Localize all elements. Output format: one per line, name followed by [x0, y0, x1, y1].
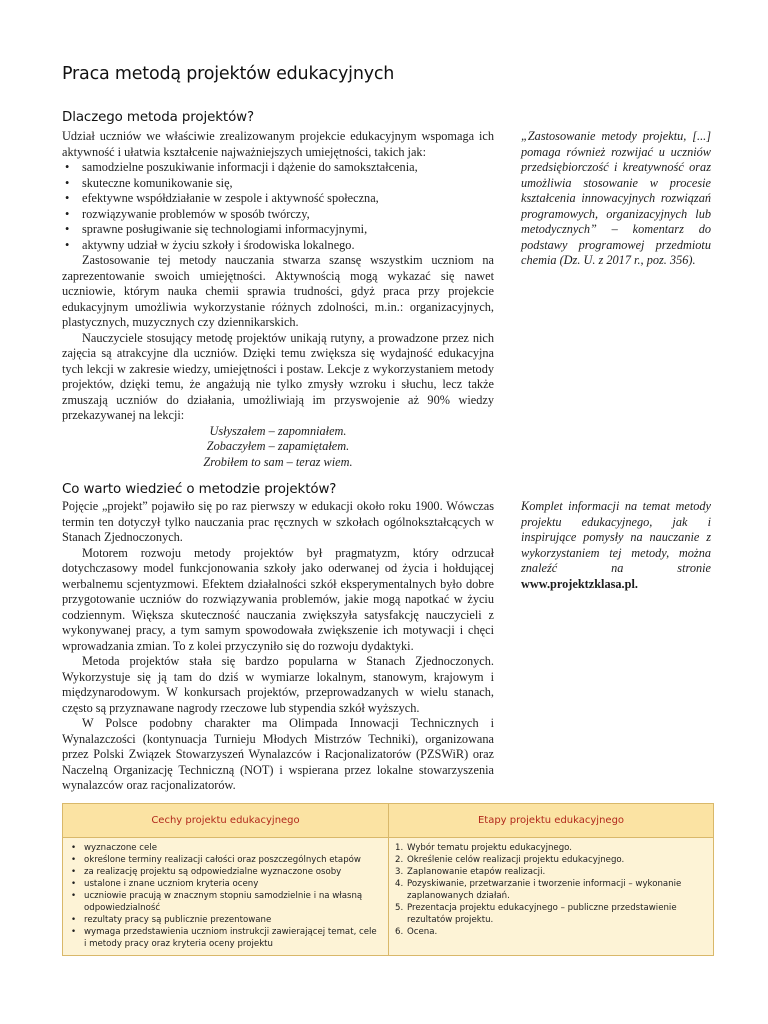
list-item	[62, 176, 494, 192]
table-cell-features	[71, 842, 381, 950]
bullet-icon: •	[71, 879, 77, 889]
paragraph: Motorem rozwoju metody projektów był pragmatyzm, który odrzucał dotychczasowy model funkcjonowania szkoły jako oderwanej od życia i hołdującej werbalnemu scjentyzmowi. Efektem działalności szkół eksperymentalnych było dobre przygotowanie uczniów do rozwiązywania problemów, jakie mogą napotkać w życiu codziennym. Większa skuteczność nauczania zwiększyła satysfakcję nauczycieli z wykonywanej pracy, a tym samym spowodowała zwiększenie ich motywacji i chęci wprowadzania zmian. To z kolei przyczyniło się do rozwoju dydaktyki.	[62, 545, 494, 653]
list-item-text: aktywny udział w życiu szkoły i środowiska lokalnego.	[82, 237, 355, 252]
table-item-text: Pozyskiwanie, przetwarzanie i tworzenie informacji – wykonanie zaplanowanych działań.	[407, 879, 682, 901]
step-number: 4.	[395, 879, 404, 889]
list-item-text: rozwiązywanie problemów w sposób twórczy,	[82, 206, 310, 221]
table-header-features: Cechy projektu edukacyjnego	[63, 804, 388, 838]
motto-line: Zrobiłem to sam – teraz wiem.	[203, 454, 353, 469]
intro-paragraph: Udział uczniów we właściwie zrealizowanym projekcie edukacyjnym wspomaga ich aktywność i ułatwia kształcenie najważniejszych umiejętności, takich jak:	[62, 129, 494, 159]
table-list-item	[71, 842, 381, 854]
skills-list	[62, 160, 494, 253]
list-item-text: samodzielne poszukiwanie informacji i dążenie do samokształcenia,	[82, 160, 418, 174]
list-item-text: efektywne współdziałanie w zespole i aktywność społeczna,	[82, 191, 379, 205]
sidenote-quote	[521, 129, 711, 269]
table-item-text: Prezentacja projektu edukacyjnego – publiczne przedstawienie rezultatów projektu.	[407, 903, 677, 925]
list-item	[62, 191, 494, 207]
bullet-icon: •	[65, 206, 70, 221]
paragraph: W Polsce podobny charakter ma Olimpada Innowacji Technicznych i Wynalazczości (kontynuacja Turnieju Młodych Mistrzów Techniki), organizowana przez Polski Związek Stowarzyszeń Wynalazców i Racjonalizatorów (PZSWiR) oraz Naczelną Organizację Techniczną (NOT) i wspierana przez lokalne stowarzyszenia wynalazców oraz racjonalizatorów.	[62, 716, 494, 792]
table-item-text: Wybór tematu projektu edukacyjnego.	[407, 843, 573, 853]
list-item	[62, 238, 494, 254]
sidenote-body: Komplet informacji na temat metody projektu edukacyjnego, jak i inspirujące pomysły na nauczanie z wykorzystaniem tej metody, można znaleźć na stronie	[521, 499, 711, 575]
section-what-body	[62, 499, 494, 794]
list-item	[62, 222, 494, 238]
sidenote-period: .	[634, 576, 638, 591]
table-item-text: uczniowie pracują w znacznym stopniu samodzielnie i na własną odpowiedzialność	[84, 891, 363, 913]
section-heading-why: Dlaczego metoda projektów?	[62, 110, 255, 125]
table-item-text: za realizację projektu są odpowiedzialne wyznaczone osoby	[84, 867, 342, 877]
section-heading-what: Co warto wiedzieć o metodzie projektów?	[62, 482, 337, 497]
paragraph: Metoda projektów stała się bardzo popularna w Stanach Zjednoczonych. Wykorzystuje się ją tam do dziś w wymiarze lokalnym, stanowym, krajowym i międzynarodowym. W konkursach projektów, przeprowadzanych w wielu stanach, często są przyznawane nagrody rzeczowe lub stypendia szkół wyższych.	[62, 654, 494, 715]
section-why-body	[62, 129, 494, 470]
list-item-text: skuteczne komunikowanie się,	[82, 175, 233, 190]
bullet-icon: •	[71, 867, 77, 877]
list-item	[62, 207, 494, 223]
table-cell-stages	[395, 842, 707, 938]
table-item-text: Określenie celów realizacji projektu edukacyjnego.	[407, 855, 625, 865]
table-list-item	[395, 878, 707, 902]
table-list-item	[71, 854, 381, 866]
bullet-icon: •	[65, 222, 70, 236]
step-number: 5.	[395, 903, 404, 913]
table-list-item	[395, 842, 707, 854]
table-item-text: Ocena.	[407, 927, 438, 937]
table-item-text: rezultaty pracy są publicznie prezentowane	[84, 915, 272, 925]
step-number: 2.	[395, 855, 404, 865]
table-item-text: ustalone i znane uczniom kryteria oceny	[84, 879, 259, 889]
bullet-icon: •	[65, 175, 70, 190]
website-link[interactable]: www.projektzklasa.pl	[521, 576, 635, 591]
table-list-item	[395, 926, 707, 938]
page-title: Praca metodą projektów edukacyjnych	[62, 64, 395, 84]
step-number: 3.	[395, 867, 404, 877]
sidenote-text: „Zastosowanie metody projektu, [...] pomaga również rozwijać u uczniów przedsiębiorczość i kreatywność oraz umożliwia stosowanie w procesie kształcenia innowacyjnych rozwiązań programowych, organizacyjnych lub metodycznych” – komentarz do podstawy programowej przedmiotu chemia (Dz. U. z 2017 r., poz. 356).	[521, 129, 711, 267]
table-item-text: Zaplanowanie etapów realizacji.	[407, 867, 546, 877]
list-item-text: sprawne posługiwanie się technologiami informacyjnymi,	[82, 222, 368, 236]
table-list-item	[71, 914, 381, 926]
table-item-text: wyznaczone cele	[84, 843, 157, 853]
list-item	[62, 160, 494, 176]
paragraph: Nauczyciele stosujący metodę projektów unikają rutyny, a prowadzone przez nich zajęcia są atrakcyjne dla uczniów. Dzięki temu zwiększa się wydajność edukacyjna tych lekcji w zakresie wiedzy, umiejętności i postaw. Lekcje z wykorzystaniem metody projektów, dzięki temu, że angażują nie tylko zmysły wzroku i słuchu, lecz także zmuszają uczniów do działania, umożliwiają im przyswojenie aż 90% wiedzy przekazywanej na lekcji:	[62, 330, 494, 422]
motto-line: Usłyszałem – zapomniałem.	[209, 423, 347, 438]
project-table	[62, 803, 714, 956]
table-header-stages: Etapy projektu edukacyjnego	[389, 804, 713, 838]
table-list-item	[395, 854, 707, 866]
table-list-item	[395, 902, 707, 926]
paragraph: Zastosowanie tej metody nauczania stwarza szansę wszystkim uczniom na zaprezentowanie swoich umiejętności. Aktywnością mogą wykazać się nawet uczniowie, którym nauka chemii sprawia trudności, gdyż praca przy projekcie edukacyjnym umożliwia wykorzystanie różnych zdolności, m.in.: organizacyjnych, plastycznych, muzycznych czy dziennikarskich.	[62, 253, 494, 329]
step-number: 6.	[395, 927, 404, 937]
table-list-item	[71, 890, 381, 914]
table-list-item	[395, 866, 707, 878]
bullet-icon: •	[71, 891, 77, 901]
sidenote-info	[521, 499, 711, 592]
table-item-text: określone terminy realizacji całości oraz poszczególnych etapów	[84, 855, 361, 865]
sidenote-text	[521, 499, 711, 592]
paragraph: Pojęcie „projekt” pojawiło się po raz pierwszy w edukacji około roku 1900. Wówczas termin ten dotyczył tylko nauczania prac ręcznych w szkołach ogólnokształcących w Stanach Zjednoczonych.	[62, 499, 494, 544]
motto-line: Zobaczyłem – zapamiętałem.	[206, 439, 350, 453]
bullet-icon: •	[71, 843, 77, 853]
table-list-item	[71, 866, 381, 878]
step-number: 1.	[395, 843, 404, 853]
table-list-item	[71, 926, 381, 950]
bullet-icon: •	[71, 915, 77, 925]
table-list-item	[71, 878, 381, 890]
bullet-icon: •	[71, 855, 77, 865]
bullet-icon: •	[65, 237, 70, 252]
bullet-icon: •	[71, 927, 77, 937]
bullet-icon: •	[65, 191, 70, 205]
bullet-icon: •	[65, 160, 70, 174]
table-item-text: wymaga przedstawienia uczniom instrukcji zawierającej temat, cele i metody pracy oraz kryteria oceny projektu	[84, 927, 377, 949]
table-divider	[388, 804, 389, 955]
